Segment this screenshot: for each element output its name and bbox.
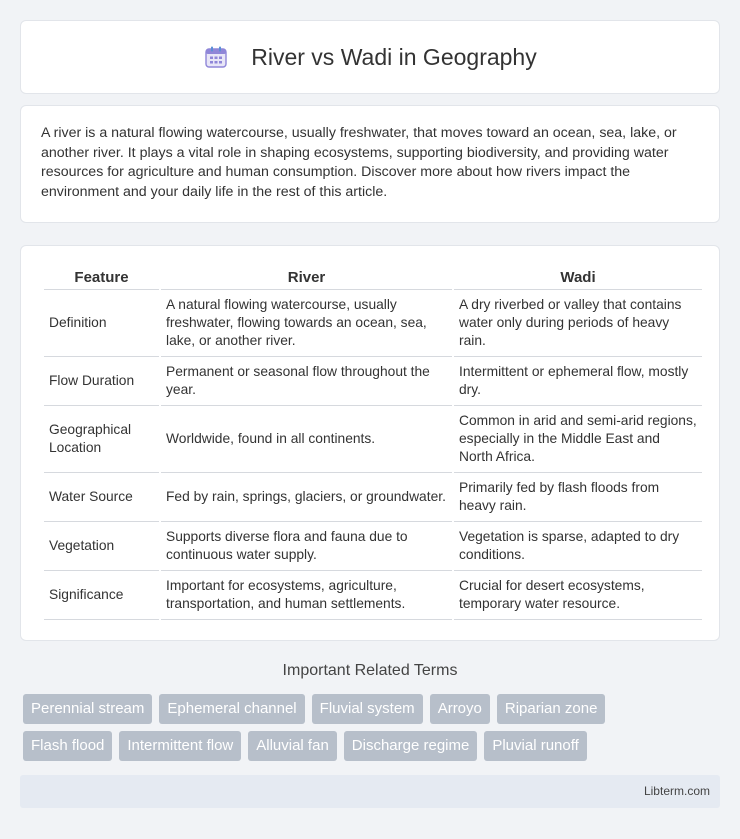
tag-flash-flood[interactable]: Flash flood	[23, 731, 112, 761]
related-terms-title: Important Related Terms	[282, 662, 458, 679]
header-feature: Feature	[44, 266, 159, 290]
row-feature: Water Source	[44, 473, 159, 522]
table-row	[44, 571, 702, 620]
row-wadi: Common in arid and semi-arid regions, especially in the Middle East and North Africa.	[454, 406, 702, 473]
tag-row	[23, 731, 723, 761]
comparison-card	[20, 245, 720, 641]
tag-pluvial-runoff[interactable]: Pluvial runoff	[484, 731, 586, 761]
row-river: Permanent or seasonal flow throughout the year.	[161, 357, 452, 406]
table-row	[44, 290, 702, 357]
table-row	[44, 406, 702, 473]
row-river: Important for ecosystems, agriculture, transportation, and human settlements.	[161, 571, 452, 620]
tag-intermittent-flow[interactable]: Intermittent flow	[119, 731, 241, 761]
table-row	[44, 473, 702, 522]
row-wadi: A dry riverbed or valley that contains water only during periods of heavy rain.	[454, 290, 702, 357]
row-wadi: Crucial for desert ecosystems, temporary water resource.	[454, 571, 702, 620]
row-river: Fed by rain, springs, glaciers, or groundwater.	[161, 473, 452, 522]
row-feature: Significance	[44, 571, 159, 620]
page-title	[203, 44, 536, 71]
tag-discharge-regime[interactable]: Discharge regime	[344, 731, 478, 761]
tag-arroyo[interactable]: Arroyo	[430, 694, 490, 724]
row-feature: Vegetation	[44, 522, 159, 571]
footer	[20, 775, 720, 808]
tag-riparian-zone[interactable]: Riparian zone	[497, 694, 606, 724]
table-row	[44, 357, 702, 406]
row-river: Supports diverse flora and fauna due to continuous water supply.	[161, 522, 452, 571]
comparison-table	[42, 266, 704, 620]
title-text: River vs Wadi in Geography	[251, 43, 537, 70]
row-wadi: Vegetation is sparse, adapted to dry conditions.	[454, 522, 702, 571]
row-feature: Flow Duration	[44, 357, 159, 406]
calendar-icon	[203, 44, 229, 70]
row-river: A natural flowing watercourse, usually freshwater, flowing towards an ocean, sea, lake, or another river.	[161, 290, 452, 357]
title-card	[20, 20, 720, 94]
footer-link[interactable]: Libterm.com	[643, 784, 710, 798]
table-header-row	[44, 266, 702, 290]
row-river: Worldwide, found in all continents.	[161, 406, 452, 473]
intro-card	[20, 105, 720, 223]
tag-perennial-stream[interactable]: Perennial stream	[23, 694, 152, 724]
tag-alluvial-fan[interactable]: Alluvial fan	[248, 731, 337, 761]
related-terms	[23, 694, 723, 768]
table-row	[44, 522, 702, 571]
row-wadi: Primarily fed by flash floods from heavy rain.	[454, 473, 702, 522]
header-wadi: Wadi	[454, 266, 702, 290]
tag-row	[23, 694, 723, 724]
row-feature: Geographical Location	[44, 406, 159, 473]
header-river: River	[161, 266, 452, 290]
intro-paragraph: A river is a natural flowing watercourse, usually freshwater, that moves toward an ocean, sea, lake, or another river. It plays a vital role in shaping ecosystems, supporting biodiversity, and providing water resources for agriculture and human consumption. Discover more about how rivers impact the environment and your daily life in the rest of this article.	[41, 125, 677, 200]
tag-fluvial-system[interactable]: Fluvial system	[312, 694, 423, 724]
tag-ephemeral-channel[interactable]: Ephemeral channel	[159, 694, 304, 724]
row-feature: Definition	[44, 290, 159, 357]
row-wadi: Intermittent or ephemeral flow, mostly dry.	[454, 357, 702, 406]
